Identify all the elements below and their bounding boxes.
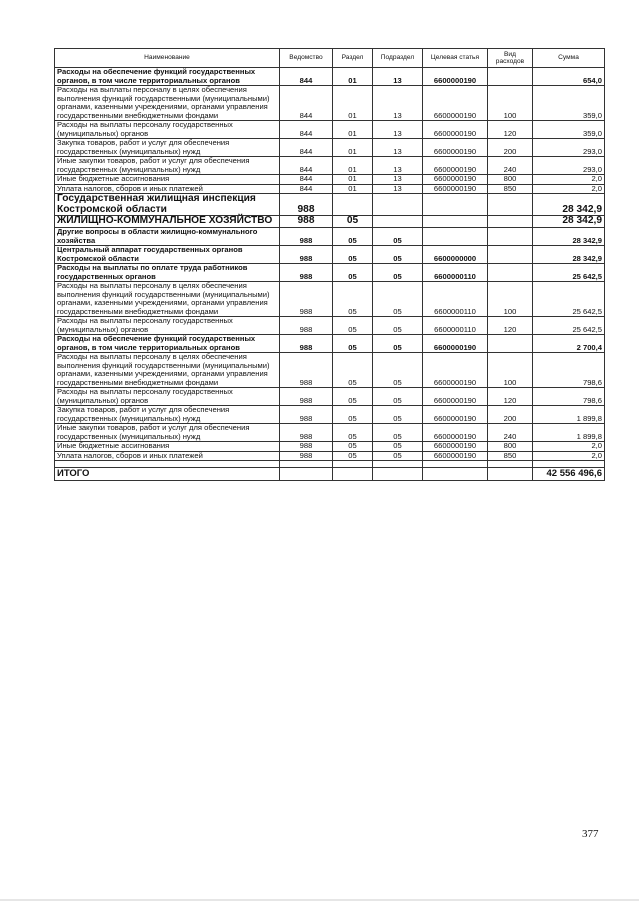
row-vedomstvo: 844: [280, 86, 333, 121]
row-vedomstvo: 988: [280, 264, 333, 282]
row-razdel: [333, 194, 373, 216]
table-row: [55, 406, 605, 424]
row-vid-rashodov: 240: [488, 424, 533, 442]
row-celevaya-statya: 6600000190: [423, 68, 488, 86]
row-razdel: 05: [333, 442, 373, 452]
table-row: [55, 442, 605, 452]
row-razdel: 05: [333, 264, 373, 282]
row-vedomstvo: 988: [280, 194, 333, 216]
row-podrazdel: 05: [373, 228, 423, 246]
row-summa: 1 899,8: [533, 424, 605, 442]
row-podrazdel: 05: [373, 246, 423, 264]
row-vid-rashodov: [488, 216, 533, 228]
row-name: Закупка товаров, работ и услуг для обеспечения государственных (муниципальных) нужд: [55, 406, 280, 424]
row-vid-rashodov: 200: [488, 406, 533, 424]
row-razdel: 01: [333, 139, 373, 157]
row-summa: 293,0: [533, 139, 605, 157]
row-vid-rashodov: 800: [488, 442, 533, 452]
header-summa: Сумма: [533, 49, 605, 68]
table-row: [55, 282, 605, 317]
row-name: Расходы на выплаты персоналу государственных (муниципальных) органов: [55, 317, 280, 335]
row-celevaya-statya: 6600000000: [423, 246, 488, 264]
row-vedomstvo: 988: [280, 353, 333, 388]
row-name: Уплата налогов, сборов и иных платежей: [55, 451, 280, 461]
row-vedomstvo: 988: [280, 451, 333, 461]
row-name: Расходы на выплаты персоналу в целях обеспечения выполнения функций государственными (муниципальными) органами, казенными учреждениями, органами управления государственными внебюджетными фондами: [55, 282, 280, 317]
row-vid-rashodov: 100: [488, 282, 533, 317]
row-celevaya-statya: 6600000190: [423, 139, 488, 157]
header-celevaya-statya: Целевая статья: [423, 49, 488, 68]
table-row: [55, 388, 605, 406]
row-name: Расходы на выплаты персоналу государственных (муниципальных) органов: [55, 388, 280, 406]
row-name: Расходы на выплаты персоналу в целях обеспечения выполнения функций государственными (муниципальными) органами, казенными учреждениями, органами управления государственными внебюджетными фондами: [55, 86, 280, 121]
table-row: [55, 216, 605, 228]
row-vid-rashodov: 850: [488, 184, 533, 194]
row-vid-rashodov: [488, 68, 533, 86]
row-vedomstvo: 844: [280, 184, 333, 194]
row-razdel: 01: [333, 86, 373, 121]
total-summa: 42 556 496,6: [533, 468, 605, 481]
row-razdel: 05: [333, 353, 373, 388]
row-podrazdel: 05: [373, 451, 423, 461]
row-vedomstvo: 844: [280, 68, 333, 86]
table-row: [55, 335, 605, 353]
row-razdel: 05: [333, 406, 373, 424]
row-celevaya-statya: 6600000190: [423, 184, 488, 194]
table-row: [55, 228, 605, 246]
row-celevaya-statya: 6600000190: [423, 175, 488, 185]
row-summa: 28 342,9: [533, 246, 605, 264]
row-razdel: 05: [333, 228, 373, 246]
row-summa: 2,0: [533, 442, 605, 452]
row-summa: 359,0: [533, 121, 605, 139]
row-razdel: 05: [333, 216, 373, 228]
row-podrazdel: 13: [373, 86, 423, 121]
row-celevaya-statya: [423, 194, 488, 216]
row-podrazdel: 13: [373, 184, 423, 194]
row-podrazdel: [373, 216, 423, 228]
row-razdel: 01: [333, 68, 373, 86]
row-podrazdel: 05: [373, 317, 423, 335]
row-vid-rashodov: 100: [488, 353, 533, 388]
row-name: Расходы на выплаты по оплате труда работников государственных органов: [55, 264, 280, 282]
table-row: [55, 194, 605, 216]
row-vid-rashodov: 120: [488, 121, 533, 139]
table-body: [55, 68, 605, 461]
row-vid-rashodov: 120: [488, 317, 533, 335]
row-celevaya-statya: 6600000190: [423, 424, 488, 442]
row-name: Уплата налогов, сборов и иных платежей: [55, 184, 280, 194]
row-vid-rashodov: 200: [488, 139, 533, 157]
row-vid-rashodov: 100: [488, 86, 533, 121]
row-razdel: 01: [333, 121, 373, 139]
row-name: Расходы на выплаты персоналу государственных (муниципальных) органов: [55, 121, 280, 139]
row-vedomstvo: 988: [280, 246, 333, 264]
row-summa: 2,0: [533, 451, 605, 461]
row-summa: 28 342,9: [533, 216, 605, 228]
table-row: [55, 353, 605, 388]
row-razdel: 01: [333, 175, 373, 185]
row-vedomstvo: 988: [280, 216, 333, 228]
row-name: Иные бюджетные ассигнования: [55, 442, 280, 452]
row-name: Государственная жилищная инспекция Костромской области: [55, 194, 280, 216]
row-summa: 293,0: [533, 157, 605, 175]
row-podrazdel: 05: [373, 353, 423, 388]
row-name: Расходы на выплаты персоналу в целях обеспечения выполнения функций государственными (муниципальными) органами, казенными учреждениями, органами управления государственными внебюджетными фондами: [55, 353, 280, 388]
row-vedomstvo: 988: [280, 424, 333, 442]
row-summa: 25 642,5: [533, 264, 605, 282]
row-celevaya-statya: 6600000190: [423, 157, 488, 175]
table-row: [55, 139, 605, 157]
row-vid-rashodov: 800: [488, 175, 533, 185]
row-name: Закупка товаров, работ и услуг для обеспечения государственных (муниципальных) нужд: [55, 139, 280, 157]
row-vid-rashodov: 850: [488, 451, 533, 461]
table-row: [55, 246, 605, 264]
row-vedomstvo: 988: [280, 282, 333, 317]
row-podrazdel: 05: [373, 282, 423, 317]
row-name: Центральный аппарат государственных органов Костромской области: [55, 246, 280, 264]
row-name: ЖИЛИЩНО-КОММУНАЛЬНОЕ ХОЗЯЙСТВО: [55, 216, 280, 228]
spacer-row: [55, 461, 605, 468]
header-podrazdel: Подраздел: [373, 49, 423, 68]
row-vid-rashodov: [488, 228, 533, 246]
row-name: Другие вопросы в области жилищно-коммунального хозяйства: [55, 228, 280, 246]
row-vedomstvo: 844: [280, 121, 333, 139]
scan-edge: [0, 899, 639, 901]
row-vid-rashodov: [488, 335, 533, 353]
row-celevaya-statya: 6600000110: [423, 317, 488, 335]
row-summa: 798,6: [533, 353, 605, 388]
row-vid-rashodov: 240: [488, 157, 533, 175]
row-vedomstvo: 988: [280, 388, 333, 406]
total-row: [55, 468, 605, 481]
row-summa: 1 899,8: [533, 406, 605, 424]
row-podrazdel: 13: [373, 157, 423, 175]
row-razdel: 05: [333, 451, 373, 461]
table-row: [55, 317, 605, 335]
row-summa: 2,0: [533, 184, 605, 194]
total-label: ИТОГО: [55, 468, 280, 481]
table-row: [55, 175, 605, 185]
row-celevaya-statya: [423, 228, 488, 246]
row-razdel: 05: [333, 388, 373, 406]
row-summa: 25 642,5: [533, 317, 605, 335]
table-header-row: [55, 49, 605, 68]
table-row: [55, 86, 605, 121]
row-name: Иные закупки товаров, работ и услуг для обеспечения государственных (муниципальных) нужд: [55, 424, 280, 442]
table-row: [55, 157, 605, 175]
row-vid-rashodov: 120: [488, 388, 533, 406]
header-vedomstvo: Ведомство: [280, 49, 333, 68]
row-name: Расходы на обеспечение функций государственных органов, в том числе территориальных органов: [55, 68, 280, 86]
page-number: 377: [582, 828, 599, 840]
row-razdel: 05: [333, 282, 373, 317]
row-podrazdel: 13: [373, 139, 423, 157]
row-razdel: 05: [333, 246, 373, 264]
header-vid-rashodov: Вид расходов: [488, 49, 533, 68]
row-celevaya-statya: 6600000190: [423, 406, 488, 424]
header-name: Наименование: [55, 49, 280, 68]
row-celevaya-statya: 6600000190: [423, 353, 488, 388]
row-vedomstvo: 988: [280, 406, 333, 424]
budget-table: [54, 48, 605, 481]
row-celevaya-statya: 6600000190: [423, 335, 488, 353]
header-razdel: Раздел: [333, 49, 373, 68]
row-vid-rashodov: [488, 264, 533, 282]
row-podrazdel: 05: [373, 442, 423, 452]
row-vid-rashodov: [488, 246, 533, 264]
row-podrazdel: 13: [373, 121, 423, 139]
table-row: [55, 264, 605, 282]
row-razdel: 05: [333, 424, 373, 442]
row-celevaya-statya: 6600000190: [423, 451, 488, 461]
row-celevaya-statya: 6600000190: [423, 442, 488, 452]
table-row: [55, 451, 605, 461]
row-summa: 798,6: [533, 388, 605, 406]
row-vid-rashodov: [488, 194, 533, 216]
row-summa: 25 642,5: [533, 282, 605, 317]
row-name: Иные бюджетные ассигнования: [55, 175, 280, 185]
row-vedomstvo: 988: [280, 335, 333, 353]
table-row: [55, 68, 605, 86]
row-podrazdel: 05: [373, 388, 423, 406]
row-summa: 654,0: [533, 68, 605, 86]
row-vedomstvo: 844: [280, 157, 333, 175]
row-name: Расходы на обеспечение функций государственных органов, в том числе территориальных органов: [55, 335, 280, 353]
row-vedomstvo: 988: [280, 228, 333, 246]
row-podrazdel: 05: [373, 264, 423, 282]
table-row: [55, 424, 605, 442]
row-vedomstvo: 988: [280, 442, 333, 452]
row-razdel: 01: [333, 184, 373, 194]
row-celevaya-statya: 6600000190: [423, 388, 488, 406]
row-summa: 359,0: [533, 86, 605, 121]
row-razdel: 05: [333, 317, 373, 335]
row-celevaya-statya: 6600000110: [423, 264, 488, 282]
row-name: Иные закупки товаров, работ и услуг для обеспечения государственных (муниципальных) нужд: [55, 157, 280, 175]
row-vedomstvo: 988: [280, 317, 333, 335]
row-vedomstvo: 844: [280, 175, 333, 185]
row-celevaya-statya: [423, 216, 488, 228]
row-celevaya-statya: 6600000190: [423, 121, 488, 139]
row-summa: 28 342,9: [533, 228, 605, 246]
row-podrazdel: 13: [373, 175, 423, 185]
row-summa: 2,0: [533, 175, 605, 185]
row-podrazdel: 05: [373, 335, 423, 353]
row-celevaya-statya: 6600000190: [423, 86, 488, 121]
row-podrazdel: 05: [373, 406, 423, 424]
row-summa: 28 342,9: [533, 194, 605, 216]
row-razdel: 01: [333, 157, 373, 175]
row-podrazdel: 05: [373, 424, 423, 442]
row-razdel: 05: [333, 335, 373, 353]
row-vedomstvo: 844: [280, 139, 333, 157]
row-celevaya-statya: 6600000110: [423, 282, 488, 317]
row-podrazdel: 13: [373, 68, 423, 86]
table-row: [55, 121, 605, 139]
row-podrazdel: [373, 194, 423, 216]
row-summa: 2 700,4: [533, 335, 605, 353]
